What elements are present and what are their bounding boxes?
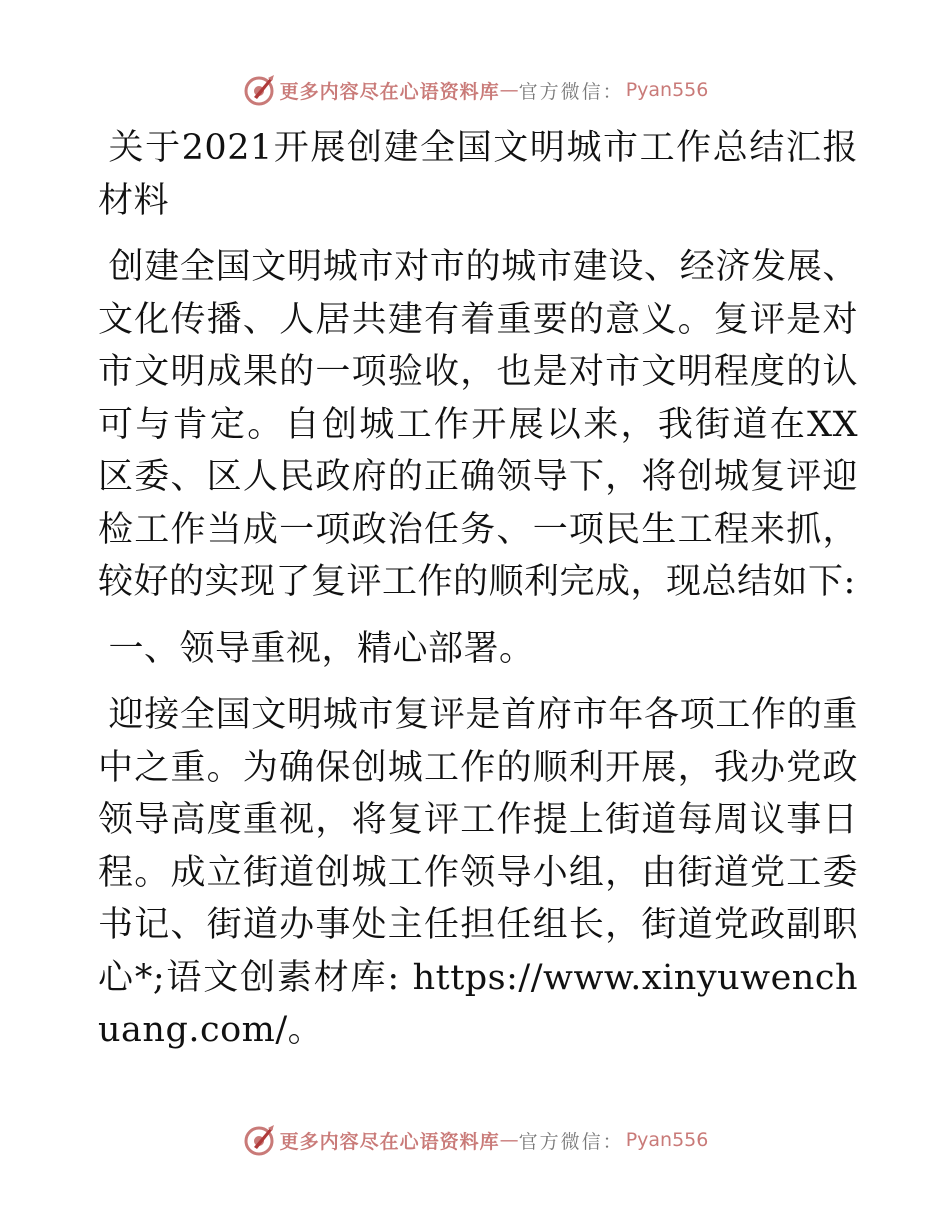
banner-wechat-id: Pyan556 <box>625 79 709 101</box>
section-heading-1: 一、领导重视，精心部署。 <box>108 628 535 669</box>
quill-pen-logo-icon <box>242 73 276 107</box>
footer-watermark-banner <box>0 1120 950 1160</box>
document-body <box>98 122 858 1057</box>
banner-wechat-id: Pyan556 <box>625 1129 709 1151</box>
paragraph-section-1: 迎接全国文明城市复评是首府市年各项工作的重中之重。为确保创城工作的顺利开展，我办党政领导高度重视，将复评工作提上街道每周议事日程。成立街道创城工作领导小组，由街道党工委书记、街道办事处主任担任组长，街道党政副职心*;语文创素材库: https://www.xinyuwenchuang.com/。 <box>98 695 858 1050</box>
banner-dash: — <box>499 1129 519 1151</box>
banner-main-text: 更多内容尽在心语资料库 <box>279 1130 500 1153</box>
banner-wechat-label: 官方微信： <box>518 80 624 103</box>
banner-dash: — <box>499 79 519 101</box>
paragraph-intro: 创建全国文明城市对市的城市建设、经济发展、文化传播、人居共建有着重要的意义。复评是对市文明成果的一项验收，也是对市文明程度的认可与肯定。自创城工作开展以来，我街道在XX区委、区人民政府的正确领导下，将创城复评迎检工作当成一项政治任务、一项民生工程来抓，较好的实现了复评工作的顺利完成，现总结如下: <box>98 247 858 602</box>
header-watermark-banner <box>0 70 950 110</box>
banner-main-text: 更多内容尽在心语资料库 <box>279 80 500 103</box>
banner-wechat-label: 官方微信： <box>518 1130 624 1153</box>
quill-pen-logo-icon <box>242 1123 276 1157</box>
document-title: 关于2021开展创建全国文明城市工作总结汇报材料 <box>98 128 858 221</box>
